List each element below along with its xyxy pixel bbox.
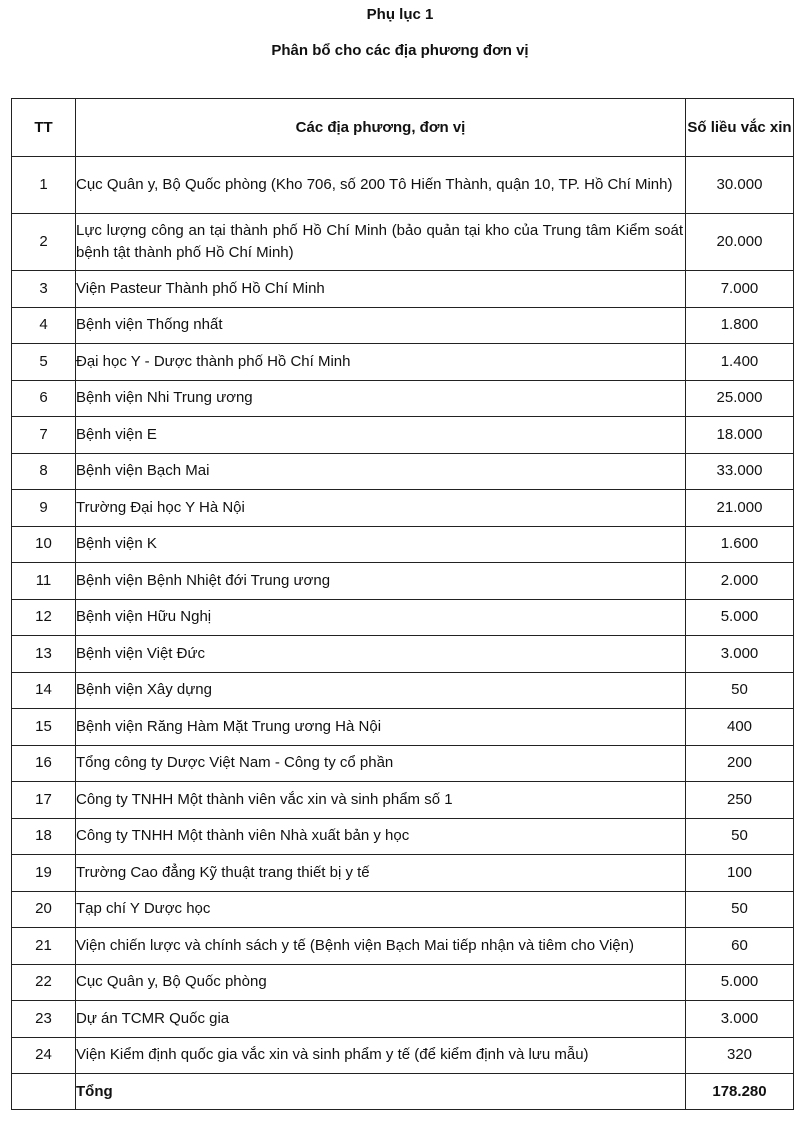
row-index: 1 (12, 157, 76, 214)
table-row (12, 928, 794, 965)
row-index: 21 (12, 928, 76, 965)
row-doses: 3.000 (686, 636, 794, 673)
row-index: 8 (12, 453, 76, 490)
row-doses: 7.000 (686, 271, 794, 308)
table-row (12, 1037, 794, 1074)
row-index: 24 (12, 1037, 76, 1074)
row-unit-name: Công ty TNHH Một thành viên vắc xin và sinh phẩm số 1 (76, 782, 686, 819)
table-header-row (12, 99, 794, 157)
row-index: 4 (12, 307, 76, 344)
table-row (12, 307, 794, 344)
table-row (12, 417, 794, 454)
row-unit-name: Bệnh viện Răng Hàm Mặt Trung ương Hà Nội (76, 709, 686, 746)
row-doses: 18.000 (686, 417, 794, 454)
row-unit-name: Trường Đại học Y Hà Nội (76, 490, 686, 527)
row-doses: 60 (686, 928, 794, 965)
row-index: 10 (12, 526, 76, 563)
table-row (12, 214, 794, 271)
row-doses: 20.000 (686, 214, 794, 271)
table-row (12, 745, 794, 782)
row-index: 3 (12, 271, 76, 308)
table-row (12, 526, 794, 563)
row-doses: 100 (686, 855, 794, 892)
table-row (12, 964, 794, 1001)
row-doses: 50 (686, 818, 794, 855)
row-doses: 33.000 (686, 453, 794, 490)
row-unit-name: Viện Kiểm định quốc gia vắc xin và sinh phẩm y tế (để kiểm định và lưu mẫu) (76, 1037, 686, 1074)
table-row (12, 599, 794, 636)
total-label: Tổng (76, 1074, 686, 1110)
row-index: 11 (12, 563, 76, 600)
row-index: 5 (12, 344, 76, 381)
header-doses: Số liều vắc xin (686, 99, 794, 157)
table-row (12, 271, 794, 308)
row-unit-name: Bệnh viện Nhi Trung ương (76, 380, 686, 417)
row-doses: 5.000 (686, 964, 794, 1001)
row-doses: 30.000 (686, 157, 794, 214)
page-subtitle: Phân bổ cho các địa phương đơn vị (271, 42, 529, 59)
row-doses: 320 (686, 1037, 794, 1074)
row-unit-name: Đại học Y - Dược thành phố Hồ Chí Minh (76, 344, 686, 381)
row-unit-name: Cục Quân y, Bộ Quốc phòng (76, 964, 686, 1001)
table-row (12, 380, 794, 417)
row-index: 16 (12, 745, 76, 782)
row-unit-name: Bệnh viện Bệnh Nhiệt đới Trung ương (76, 563, 686, 600)
row-unit-name: Bệnh viện Việt Đức (76, 636, 686, 673)
row-doses: 250 (686, 782, 794, 819)
row-unit-name: Bệnh viện K (76, 526, 686, 563)
row-unit-name: Tổng công ty Dược Việt Nam - Công ty cổ phần (76, 745, 686, 782)
row-doses: 1.400 (686, 344, 794, 381)
row-unit-name: Lực lượng công an tại thành phố Hồ Chí Minh (bảo quản tại kho của Trung tâm Kiểm soát bệnh tật thành phố Hồ Chí Minh) (76, 214, 686, 271)
table-row (12, 709, 794, 746)
row-index: 18 (12, 818, 76, 855)
row-index: 9 (12, 490, 76, 527)
row-doses: 25.000 (686, 380, 794, 417)
row-unit-name: Dự án TCMR Quốc gia (76, 1001, 686, 1038)
row-index: 12 (12, 599, 76, 636)
row-unit-name: Bệnh viện Xây dựng (76, 672, 686, 709)
total-row (12, 1074, 794, 1110)
row-index: 19 (12, 855, 76, 892)
table-row (12, 672, 794, 709)
row-doses: 50 (686, 672, 794, 709)
table-row (12, 563, 794, 600)
table-row (12, 782, 794, 819)
row-doses: 200 (686, 745, 794, 782)
row-doses: 2.000 (686, 563, 794, 600)
table-row (12, 818, 794, 855)
row-unit-name: Bệnh viện Hữu Nghị (76, 599, 686, 636)
table-row (12, 1001, 794, 1038)
row-unit-name: Bệnh viện Bạch Mai (76, 453, 686, 490)
header-units: Các địa phương, đơn vị (76, 99, 686, 157)
table-body (12, 157, 794, 1110)
table-row (12, 490, 794, 527)
row-doses: 1.800 (686, 307, 794, 344)
table-row (12, 344, 794, 381)
row-doses: 50 (686, 891, 794, 928)
row-unit-name: Tạp chí Y Dược học (76, 891, 686, 928)
row-index: 15 (12, 709, 76, 746)
row-unit-name: Viện chiến lược và chính sách y tế (Bệnh viện Bạch Mai tiếp nhận và tiêm cho Viện) (76, 928, 686, 965)
row-doses: 400 (686, 709, 794, 746)
total-index (12, 1074, 76, 1110)
vaccine-allocation-table (11, 98, 794, 1110)
row-index: 22 (12, 964, 76, 1001)
table-row (12, 636, 794, 673)
table-row (12, 855, 794, 892)
row-unit-name: Công ty TNHH Một thành viên Nhà xuất bản y học (76, 818, 686, 855)
total-doses: 178.280 (686, 1074, 794, 1110)
row-doses: 1.600 (686, 526, 794, 563)
row-unit-name: Bệnh viện E (76, 417, 686, 454)
row-doses: 5.000 (686, 599, 794, 636)
row-index: 7 (12, 417, 76, 454)
table-row (12, 453, 794, 490)
row-doses: 21.000 (686, 490, 794, 527)
row-unit-name: Viện Pasteur Thành phố Hồ Chí Minh (76, 271, 686, 308)
table-row (12, 891, 794, 928)
row-index: 6 (12, 380, 76, 417)
row-index: 14 (12, 672, 76, 709)
row-unit-name: Cục Quân y, Bộ Quốc phòng (Kho 706, số 200 Tô Hiến Thành, quận 10, TP. Hồ Chí Minh) (76, 157, 686, 214)
row-doses: 3.000 (686, 1001, 794, 1038)
row-unit-name: Trường Cao đẳng Kỹ thuật trang thiết bị y tế (76, 855, 686, 892)
header-tt: TT (12, 99, 76, 157)
row-index: 2 (12, 214, 76, 271)
row-index: 23 (12, 1001, 76, 1038)
appendix-title: Phụ lục 1 (366, 6, 434, 23)
row-index: 20 (12, 891, 76, 928)
row-index: 13 (12, 636, 76, 673)
row-unit-name: Bệnh viện Thống nhất (76, 307, 686, 344)
table-row (12, 157, 794, 214)
row-index: 17 (12, 782, 76, 819)
